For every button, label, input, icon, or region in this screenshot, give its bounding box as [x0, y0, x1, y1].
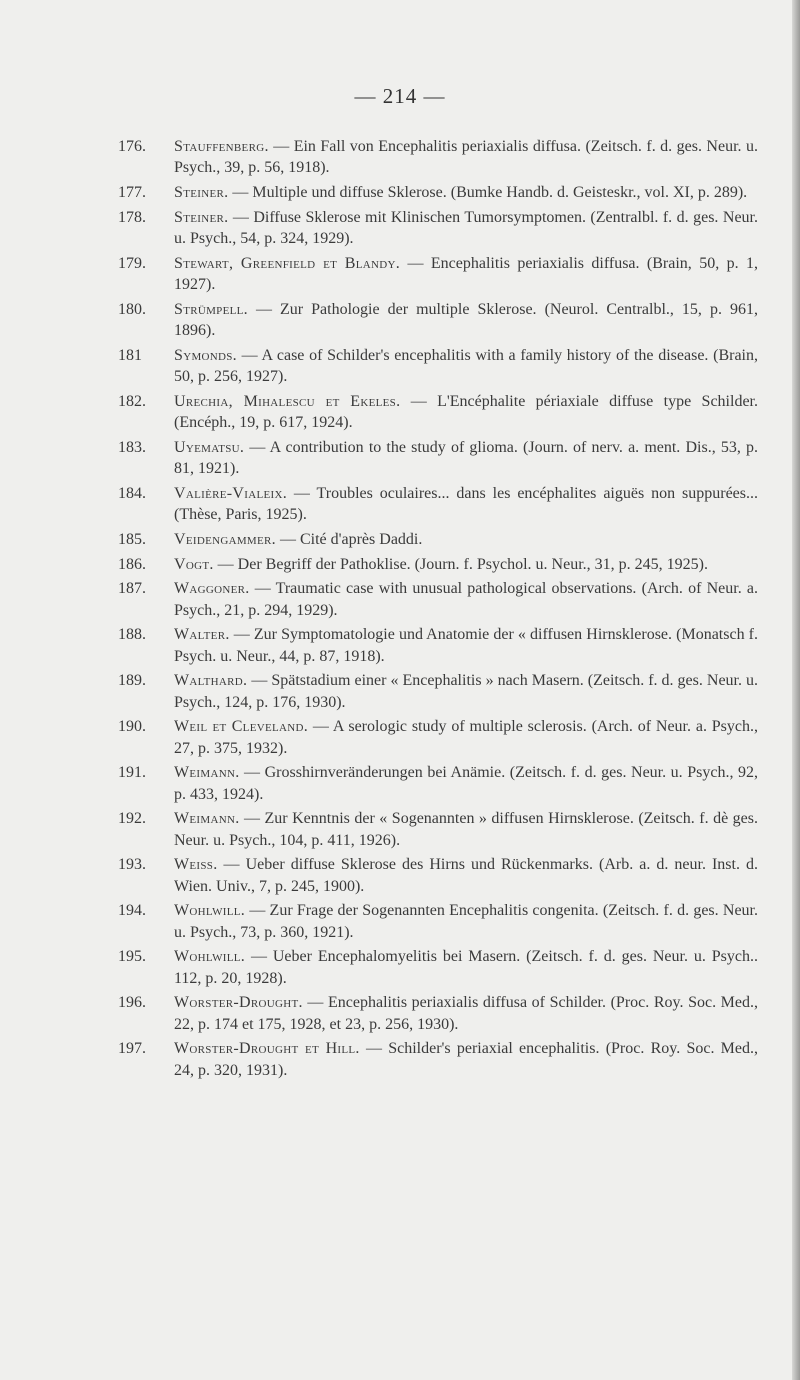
reference-author: Weiss. [174, 856, 218, 874]
reference-entry [118, 391, 758, 433]
reference-entry [118, 554, 758, 575]
reference-author: Weil et Cleveland. [174, 718, 309, 736]
reference-number: 193. [118, 856, 146, 874]
reference-number: 192. [118, 810, 146, 828]
reference-entry [118, 900, 758, 942]
reference-author: Wohlwill. [174, 902, 246, 920]
reference-text: — Cité d'après Daddi. [275, 530, 423, 548]
reference-entry [118, 483, 758, 525]
reference-entry [118, 529, 758, 550]
reference-number: 197. [118, 1040, 146, 1058]
reference-entry [118, 578, 758, 620]
reference-number: 191. [118, 764, 146, 782]
reference-text: — Troubles oculaires... dans les encéphalites aiguës non suppurées... (Thèse, Paris, 1925). [174, 484, 758, 523]
reference-entry [118, 136, 758, 178]
reference-number: 187. [118, 580, 146, 598]
reference-author: Worster-Drought. [174, 994, 303, 1012]
reference-text: — Ein Fall von Encephalitis periaxialis diffusa. (Zeitsch. f. d. ges. Neur. u. Psych., 39, p. 56, 1918). [174, 138, 758, 177]
reference-text: — L'Encéphalite périaxiale diffuse type Schilder. (Encéph., 19, p. 617, 1924). [174, 392, 758, 431]
reference-author: Weimann. [174, 810, 240, 828]
reference-entry [118, 207, 758, 249]
reference-text: — Zur Frage der Sogenannten Encephalitis congenita. (Zeitsch. f. d. ges. Neur. u. Psych., 73, p. 360, 1921). [174, 902, 758, 941]
reference-entry [118, 299, 758, 341]
reference-number: 177. [118, 184, 146, 201]
reference-number: 181 [118, 346, 142, 364]
reference-number: 186. [118, 555, 146, 573]
reference-entry [118, 253, 758, 295]
reference-author: Waggoner. [174, 580, 250, 598]
reference-entry [118, 716, 758, 758]
reference-author: Weimann. [174, 764, 240, 782]
reference-number: 182. [118, 392, 146, 410]
reference-number: 178. [118, 208, 146, 226]
reference-text: — Zur Symptomatologie und Anatomie der « diffusen Hirnsklerose. (Monatsch f. Psych. u. Neur., 44, p. 87, 1918). [174, 626, 758, 665]
page-number: — 214 — [354, 84, 446, 108]
reference-text: — Spätstadium einer « Encephalitis » nach Masern. (Zeitsch. f. d. ges. Neur. u. Psych., 124, p. 176, 1930). [174, 672, 758, 711]
reference-text: — Ueber diffuse Sklerose des Hirns und Rückenmarks. (Arb. a. d. neur. Inst. d. Wien. Univ., 7, p. 245, 1900). [174, 856, 758, 895]
reference-author: Symonds. [174, 346, 237, 364]
reference-author: Valière-Vialeix. [174, 484, 287, 502]
reference-number: 184. [118, 484, 146, 502]
reference-text: — A serologic study of multiple sclerosis. (Arch. of Neur. a. Psych., 27, p. 375, 1932). [174, 718, 759, 757]
reference-text: — Encephalitis periaxialis diffusa. (Brain, 50, p. 1, 1927). [174, 254, 758, 293]
reference-entry [118, 762, 758, 804]
reference-text: — Zur Pathologie der multiple Sklerose. (Neurol. Centralbl., 15, p. 961, 1896). [174, 300, 758, 339]
reference-text: — A contribution to the study of glioma. (Journ. of nerv. a. ment. Dis., 53, p. 81, 1921). [174, 438, 758, 477]
reference-entry [118, 437, 758, 479]
reference-text: — Ueber Encephalomyelitis bei Masern. (Zeitsch. f. d. ges. Neur. u. Psych.. 112, p. 20, 1928). [174, 948, 758, 987]
page-edge-shadow [792, 0, 800, 1380]
reference-number: 185. [118, 530, 146, 548]
reference-author: Walter. [174, 626, 230, 644]
reference-number: 188. [118, 626, 146, 644]
reference-author: Walthard. [174, 672, 248, 690]
reference-text: — Diffuse Sklerose mit Klinischen Tumorsymptomen. (Zentralbl. f. d. ges. Neur. u. Psych., 54, p. 324, 1929). [174, 208, 758, 247]
reference-entry [118, 182, 758, 203]
reference-entry [118, 854, 758, 896]
reference-number: 179. [118, 254, 146, 272]
reference-entry [118, 1038, 758, 1080]
reference-number: 194. [118, 902, 146, 920]
reference-author: Wohlwill. [174, 948, 246, 966]
reference-text: — Traumatic case with unusual pathological observations. (Arch. of Neur. a. Psych., 21, p. 294, 1929). [174, 580, 758, 619]
reference-author: Stauffenberg. [174, 138, 269, 155]
reference-text: — Multiple und diffuse Sklerose. (Bumke Handb. d. Geisteskr., vol. XI, p. 289). [228, 184, 748, 201]
reference-text: — Grosshirnveränderungen bei Anämie. (Zeitsch. f. d. ges. Neur. u. Psych., 92, p. 433, 1924). [174, 764, 758, 803]
reference-entry [118, 624, 758, 666]
reference-author: Stewart, Greenfield et Blandy. [174, 254, 401, 272]
reference-number: 183. [118, 438, 146, 456]
reference-entry [118, 670, 758, 712]
reference-text: — Encephalitis periaxialis diffusa of Schilder. (Proc. Roy. Soc. Med., 22, p. 174 et 175, 1928, et 23, p. 256, 1930). [174, 994, 758, 1033]
reference-number: 196. [118, 994, 146, 1012]
reference-author: Veidengammer. [174, 530, 276, 548]
reference-text: — Schilder's periaxial encephalitis. (Proc. Roy. Soc. Med., 24, p. 320, 1931). [174, 1040, 758, 1079]
reference-number: 189. [118, 672, 146, 690]
reference-author: Uyematsu. [174, 438, 245, 456]
reference-text: — Zur Kenntnis der « Sogenannten » diffusen Hirnsklerose. (Zeitsch. f. dè ges. Neur. u. Psych., 104, p. 411, 1926). [174, 810, 758, 849]
reference-author: Strümpell. [174, 300, 248, 318]
reference-author: Worster-Drought et Hill. [174, 1040, 360, 1058]
reference-author: Vogt. [174, 555, 214, 573]
reference-text: — A case of Schilder's encephalitis with a family history of the disease. (Brain, 50, p. 256, 1927). [174, 346, 758, 385]
reference-text: — Der Begriff der Pathoklise. (Journ. f. Psychol. u. Neur., 31, p. 245, 1925). [213, 555, 708, 573]
reference-list [118, 136, 758, 1084]
reference-number: 176. [118, 138, 146, 155]
reference-author: Steiner. [174, 208, 229, 226]
reference-entry [118, 946, 758, 988]
reference-author: Urechia, Mihalescu et Ekeles. [174, 392, 401, 410]
reference-author: Steiner. [174, 184, 229, 201]
reference-number: 190. [118, 718, 146, 736]
reference-number: 195. [118, 948, 146, 966]
reference-entry [118, 992, 758, 1034]
reference-entry [118, 345, 758, 387]
reference-entry [118, 808, 758, 850]
reference-number: 180. [118, 300, 146, 318]
